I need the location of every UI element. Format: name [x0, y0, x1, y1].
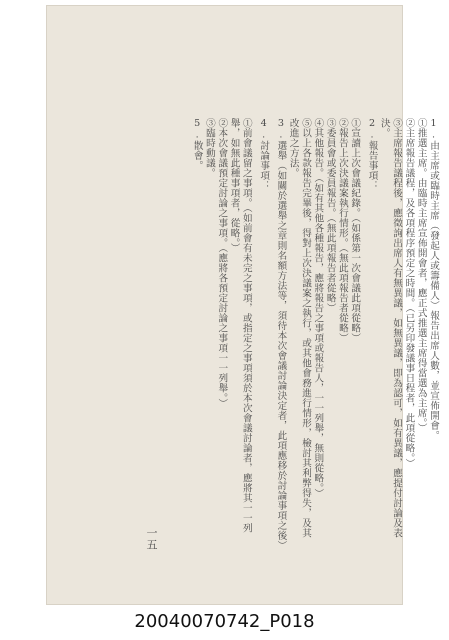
text-line: 2.報告事項： — [366, 118, 378, 191]
document-page — [47, 6, 439, 604]
text-line: ③主席報告議程後，應徵詢出席人有無異議，如無異議，即為認可，如有異議，應提付討論及表 — [391, 118, 403, 538]
text-line: ④其他報告。（如有其他各種報告，應將報告之事項或報告人，一一列舉，無則從略。） — [312, 118, 324, 499]
text-line: 1.由主席或臨時主席（發起人或籌備人）報告出席人數，並宣佈開會。 — [428, 118, 439, 441]
text-line: ②本次會議預定討論之事項。（應將各預定討論之事項一一列舉。） — [216, 118, 228, 409]
text-line: 舉，如無此種事項者，從略。） — [228, 118, 240, 254]
body-text — [139, 118, 439, 593]
text-line: ③臨時動議。 — [203, 118, 215, 178]
page-number: 一五 — [145, 527, 158, 551]
text-line: ①宣讀上次會議紀錄。（如係第一次會議此項從略） — [349, 118, 361, 344]
text-line: ①前會議留之事項。（如前會有未完之事項，或指定之事項須於本次會議討論者，應將其一一列 — [240, 118, 252, 534]
text-line: ①推選主席。由臨時主席宣佈開會者，應正式推選主席得當選為主席。） — [415, 118, 427, 434]
text-line: 3.選舉（如關於選舉之章則名額方法等，須待本次會議討論決定者，此項應移於討論事項之後） — [275, 118, 287, 551]
text-line: ②報告上次決議案執行情形。（無此項報告者從略） — [336, 118, 348, 344]
text-line: ②主席報告議程，及各項程序預定之時間。（已另印發議事日程者，此項從略。） — [403, 118, 415, 469]
text-line: 改進之方法。 — [287, 118, 299, 178]
text-line: 5.散會。 — [191, 118, 203, 171]
image-id-caption: 20040070742_P018 — [134, 611, 315, 632]
text-line: ③委員會或委員報告。（無此項報告者從略） — [324, 118, 336, 314]
text-line: 決。 — [378, 118, 390, 138]
text-line: 4.討論事項： — [258, 118, 270, 191]
text-line: ⑤以上各款報告完畢後，得對上次決議案之執行，或其他會務進行情形，檢討其利弊得失，及其 — [300, 118, 312, 538]
